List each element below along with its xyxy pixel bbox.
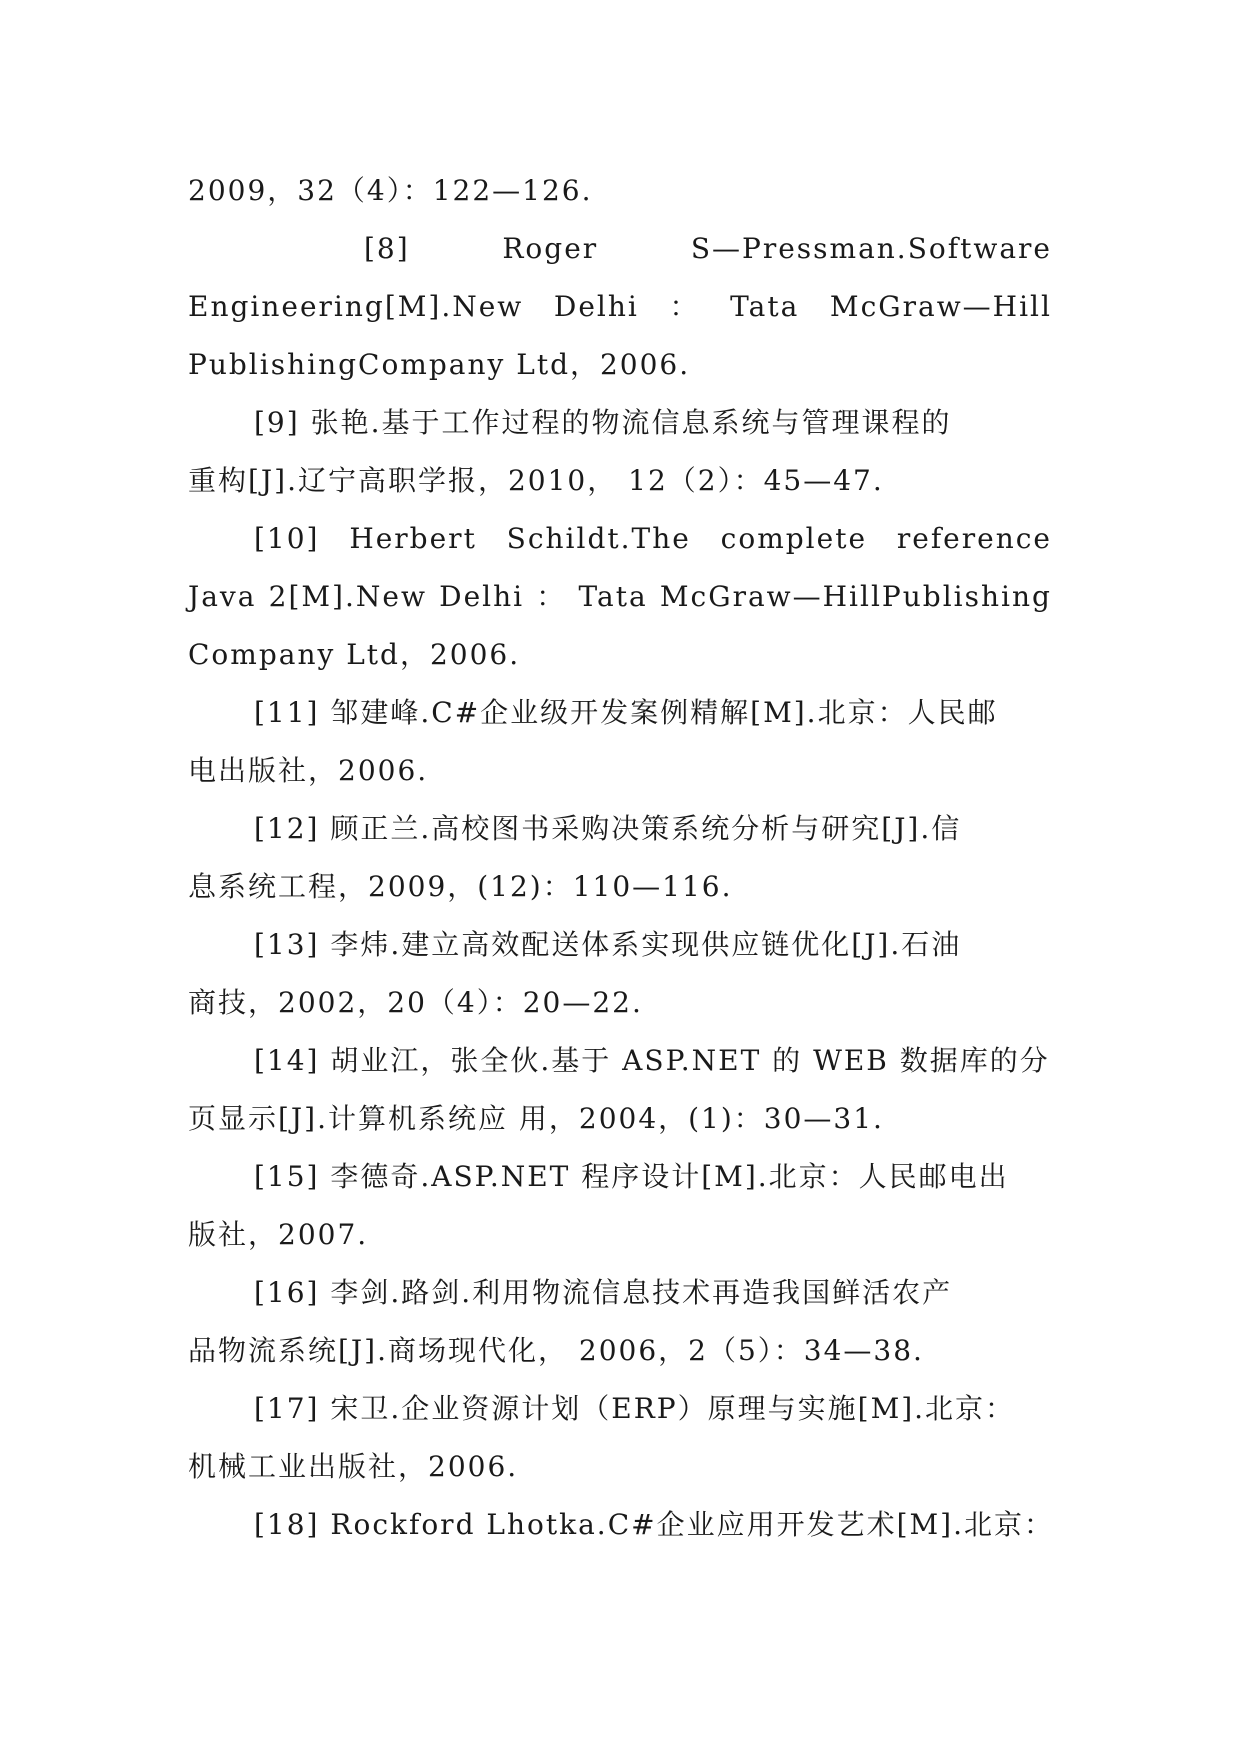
reference-10-word: 2[M].New (268, 580, 427, 613)
reference-item-10 (188, 510, 1052, 684)
reference-8-word: Roger (502, 232, 599, 265)
reference-10-word: Tata (578, 580, 648, 613)
reference-10-line-1 (188, 510, 1052, 568)
reference-8-word: Delhi (553, 290, 639, 323)
reference-14-line-2: 页显示[J].计算机系统应 用，2004，(1)：30—31. (188, 1102, 884, 1135)
reference-10-line-2 (188, 568, 1052, 626)
reference-item-12 (188, 800, 1052, 916)
reference-10-number: [10] (254, 522, 320, 555)
reference-14-line-1: [14] 胡业江，张全伙.基于 ASP.NET 的 WEB 数据库的分 (254, 1044, 1050, 1077)
reference-10-line-3: Company Ltd，2006. (188, 638, 521, 671)
reference-17-line-2: 机械工业出版社，2006. (188, 1450, 519, 1483)
reference-8-line-2 (188, 278, 1052, 336)
reference-12-line-2: 息系统工程，2009，(12)：110—116. (188, 870, 733, 903)
reference-12-line-1: [12] 顾正兰.高校图书采购决策系统分析与研究[J].信 (254, 812, 962, 845)
reference-list (188, 162, 1052, 1554)
reference-8-number: [8] (364, 232, 410, 265)
reference-8-word: ： (669, 290, 700, 323)
reference-8-word: McGraw—Hill (829, 290, 1052, 323)
reference-9-line-1: [9] 张艳.基于工作过程的物流信息系统与管理课程的 (254, 406, 952, 439)
reference-10-word: Herbert (349, 522, 477, 555)
reference-item-17 (188, 1380, 1052, 1496)
reference-9-line-2: 重构[J].辽宁高职学报，2010， 12（2）：45—47. (188, 464, 884, 497)
reference-11-line-2: 电出版社，2006. (188, 754, 429, 787)
reference-8-line-1 (188, 220, 1052, 278)
reference-item-15 (188, 1148, 1052, 1264)
reference-8-word: Tata (730, 290, 800, 323)
reference-13-line-2: 商技，2002，20（4）：20—22. (188, 986, 643, 1019)
reference-item-11 (188, 684, 1052, 800)
reference-13-line-1: [13] 李炜.建立高效配送体系实现供应链优化[J].石油 (254, 928, 962, 961)
reference-item-13 (188, 916, 1052, 1032)
reference-10-word: Java (188, 580, 257, 613)
reference-item-16 (188, 1264, 1052, 1380)
reference-10-word: Delhi (439, 580, 525, 613)
reference-17-line-1: [17] 宋卫.企业资源计划（ERP）原理与实施[M].北京： (254, 1392, 1016, 1425)
reference-item-14 (188, 1032, 1052, 1148)
reference-continuation: 2009，32（4）：122—126. (188, 174, 593, 207)
reference-11-line-1: [11] 邹建峰.C#企业级开发案例精解[M].北京：人民邮 (254, 696, 998, 729)
reference-item-9 (188, 394, 1052, 510)
reference-item-18 (188, 1496, 1052, 1554)
reference-15-line-1: [15] 李德奇.ASP.NET 程序设计[M].北京：人民邮电出 (254, 1160, 1009, 1193)
reference-10-word: ： (536, 580, 567, 613)
reference-16-line-1: [16] 李剑.路剑.利用物流信息技术再造我国鲜活农产 (254, 1276, 953, 1309)
reference-8-word: S—Pressman.Software (690, 232, 1052, 265)
reference-10-word: McGraw—HillPublishing (659, 580, 1052, 613)
reference-16-line-2: 品物流系统[J].商场现代化， 2006，2（5）：34—38. (188, 1334, 924, 1367)
reference-8-line-3: PublishingCompany Ltd，2006. (188, 348, 691, 381)
reference-10-word: Schildt.The (506, 522, 691, 555)
reference-18-line-1: [18] Rockford Lhotka.C#企业应用开发艺术[M].北京： (254, 1508, 1054, 1541)
reference-item-8 (188, 220, 1052, 394)
reference-15-line-2: 版社，2007. (188, 1218, 369, 1251)
reference-10-word: complete (720, 522, 868, 555)
reference-8-word: Engineering[M].New (188, 290, 524, 323)
reference-10-word: reference (896, 522, 1052, 555)
